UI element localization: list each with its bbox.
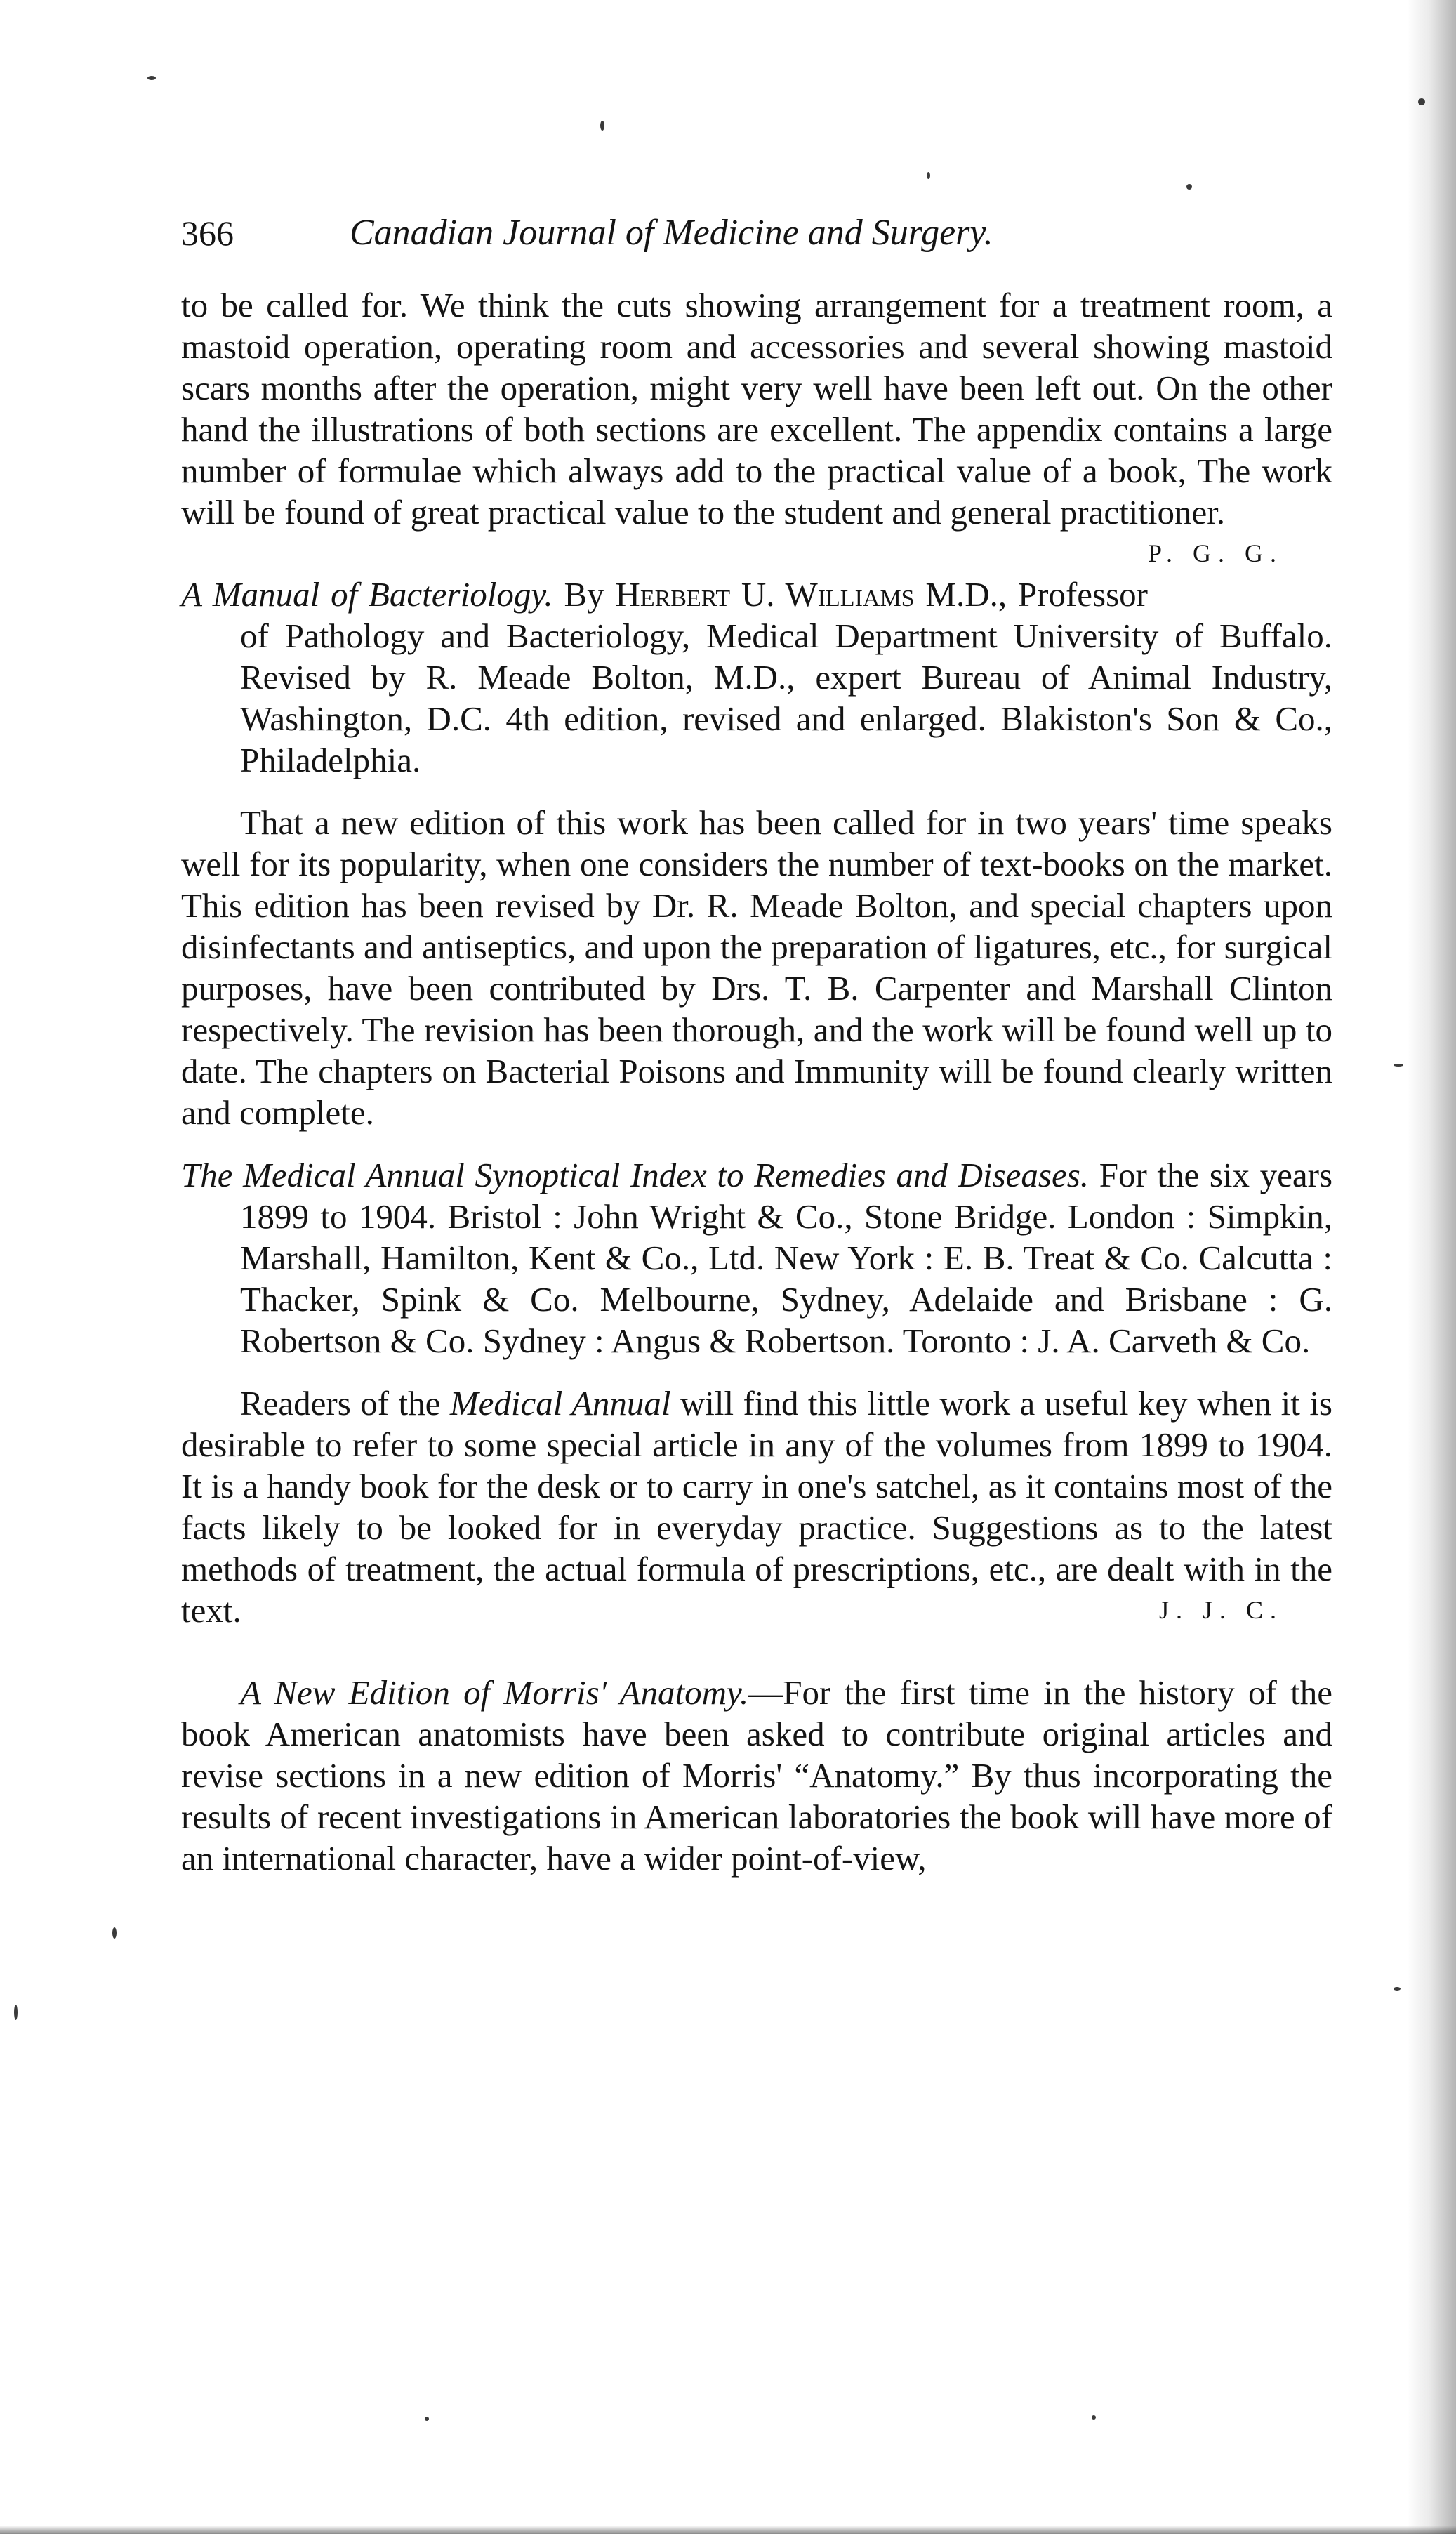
scan-speck	[1394, 1987, 1401, 1991]
reviewer-initials: P. G. G.	[1147, 539, 1283, 567]
citation-details: M.D., Professor of Pathology and Bacteriology, Medical Department University of Buffalo. Revised by R. Meade Bolton, M.D., expert Bureau of Animal Industry, Washington, D.C. 4th edition, revised and enlarged. Blakiston's Son & Co., Philadelphia.	[240, 575, 1332, 779]
scan-speck	[600, 121, 604, 131]
medical-annual-review	[181, 1383, 1332, 1631]
page-number: 366	[181, 213, 234, 253]
scan-speck	[927, 172, 930, 179]
review-text: Readers of the	[240, 1384, 441, 1423]
section-gap	[181, 1133, 1332, 1154]
page-edge-shadow	[1407, 0, 1456, 2534]
scan-speck	[1092, 2415, 1096, 2420]
scan-speck	[1186, 184, 1192, 190]
bacteriology-citation	[181, 574, 1332, 781]
review-text: will find this little work a useful key when it is desirable to refer to some special article in any of the volumes from 1899 to 1904. It is a handy book for the desk or to carry in one's satchel, as it contains most of the facts likely to be looked for in everyday practice. Suggestions as to the latest methods of treatment, the actual formula of prescriptions, etc., are dealt with in the text.	[181, 1384, 1333, 1630]
scan-speck	[14, 2005, 18, 2020]
notice-text: —For the first time in the history of the book American anatomists have been asked to contribute original articles and revise sections in a new edition of Morris' “Anatomy.” By thus incorporating the results of recent investigations in American laboratories the book will have more of an international character, have a wider point-of-view,	[181, 1673, 1332, 1878]
scan-speck	[147, 76, 156, 80]
book-title: A Manual of Bacteriology.	[181, 575, 553, 614]
morris-notice	[181, 1672, 1332, 1879]
bacteriology-review: That a new edition of this work has been called for in two years' time speaks well for its popularity, when one considers the number of text-books on the market. This edition has been revised by Dr. R. Meade Bolton, and special chapters upon disinfectants and antiseptics, and upon the preparation of ligatures, etc., for surgical purposes, have been contributed by Drs. T. B. Carpenter and Marshall Clinton respectively. The revision has been thorough, and the work will be found well up to date. The chapters on Bacterial Poisons and Immunity will be found clearly written and complete.	[181, 803, 1332, 1132]
section-gap	[181, 1361, 1332, 1383]
scan-speck	[1418, 98, 1425, 105]
by-label: By	[564, 575, 604, 614]
section-gap	[181, 781, 1332, 802]
review-italic-title: Medical Annual	[449, 1384, 671, 1423]
continued-review-text: to be called for. We think the cuts showing arrangement for a treatment room, a mastoid operation, operating room and accessories and several showing mastoid scars months after the operation, might very well have been left out. On the other hand the illustrations of both sections are excellent. The appendix contains a large number of formulae which always add to the practical value of a book, The work will be found of great practical value to the student and general practitioner.	[181, 286, 1332, 532]
book-title: A New Edition of Morris' Anatomy.	[240, 1673, 749, 1712]
reviewer-initials: J. J. C.	[1158, 1596, 1283, 1624]
running-header	[181, 205, 1332, 261]
scan-speck	[112, 1927, 117, 1939]
book-title: The Medical Annual Synoptical Index to Remedies and Diseases.	[181, 1156, 1090, 1194]
page-bottom-shadow	[0, 2526, 1456, 2534]
continued-review	[181, 284, 1332, 567]
medical-annual-citation	[181, 1154, 1332, 1361]
scan-speck	[425, 2417, 429, 2421]
author-name: Herbert U. Williams	[615, 575, 915, 614]
scan-speck	[1394, 1064, 1403, 1067]
section-gap	[181, 1631, 1332, 1672]
journal-title: Canadian Journal of Medicine and Surgery.	[350, 213, 993, 253]
article-body	[181, 284, 1332, 1879]
citation-details: For the six years 1899 to 1904. Bristol : John Wright & Co., Stone Bridge. London : Simpkin, Marshall, Hamilton, Kent & Co., Ltd. New York : E. B. Treat & Co. Calcutta : Thacker, Spink & Co. Melbourne, Sydney, Adelaide and Brisbane : G. Robertson & Co. Sydney : Angus & Robertson. Toronto : J. A. Carveth & Co.	[240, 1156, 1333, 1360]
